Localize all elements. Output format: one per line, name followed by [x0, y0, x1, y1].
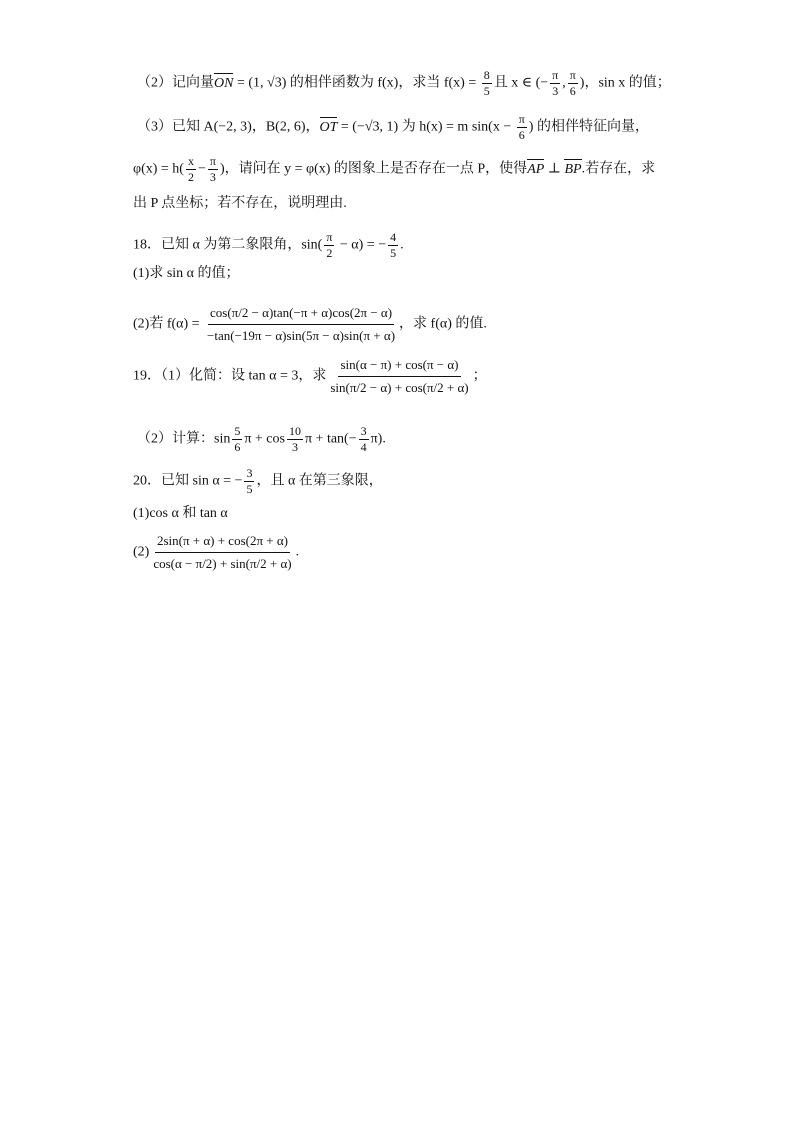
fraction: $\frac{4}{5}$ — [390, 230, 397, 260]
text: = (1, √3) 的相伴函数为 f(x)，求当 f(x) = — [233, 75, 480, 91]
text: (2)若 f(α) = — [133, 316, 204, 332]
fraction: $\frac{5}{6}$ — [234, 424, 241, 454]
text: = (−√3, 1) 为 h(x) = m sin(x − — [337, 119, 515, 135]
text: （2）记向量 — [137, 75, 214, 91]
problem-17-part-3-line-3: 出 P 点坐标；若不存在，说明理由. — [133, 196, 347, 211]
text: ； — [472, 368, 487, 384]
text: π). — [370, 431, 386, 447]
text: . — [400, 237, 404, 253]
fraction: $\frac{\pi}{6}$ — [569, 68, 576, 98]
text: )，请问在 y = φ(x) 的图象上是否存在一点 P，使得 — [219, 161, 528, 177]
fraction: $\frac{\pi}{3}$ — [552, 68, 559, 98]
vector-ap: AP — [527, 161, 545, 177]
problem-20-part-1: (1)cos α 和 tan α — [133, 506, 228, 521]
text: π + cos — [244, 431, 285, 447]
problem-19-part-1 — [133, 354, 674, 399]
text: (2) — [133, 544, 150, 560]
text: （3）已知 A(−2, 3)，B(2, 6)， — [137, 119, 320, 135]
text: φ(x) = h( — [133, 161, 184, 177]
problem-18-part-1: (1)求 sin α 的值； — [133, 266, 240, 281]
text: .若存在，求 — [581, 161, 656, 177]
problem-17-part-3 — [137, 112, 674, 143]
text: 且 x ∈ (− — [493, 75, 549, 91]
fraction: $\frac{\pi}{3}$ — [209, 154, 216, 184]
vector-ot: OT — [319, 119, 338, 135]
text: ，求 f(α) 的值. — [399, 316, 487, 332]
problem-18-part-2 — [133, 302, 674, 347]
fraction: $\frac{\pi}{6}$ — [518, 112, 525, 142]
fraction: $\frac{\pi}{2}$ — [326, 230, 333, 260]
text: （2）计算：sin — [137, 431, 231, 447]
text: − α) = − — [336, 237, 387, 253]
text: ，且 α 在第三象限， — [256, 473, 383, 489]
problem-18 — [133, 230, 674, 261]
fraction: $\frac{x}{2}$ — [187, 154, 194, 184]
problem-20-part-2 — [133, 530, 674, 575]
text: ) 的相伴特征向量， — [528, 119, 649, 135]
text: 19．（1）化简：设 tan α = 3，求 — [133, 368, 327, 384]
problem-20 — [133, 466, 674, 497]
problem-17-part-2: （2）记向量ON = (1, √3) 的相伴函数为 f(x)，求当 f(x) = $\frac{8}{5}$ 且 x ∈ (− $\frac{\pi}{3}$ , $\frac{\pi}{6}$ )，sin x 的值； — [137, 68, 671, 98]
vector-on: ON — [214, 75, 234, 91]
fraction: $\frac{3}{4}$ — [360, 424, 367, 454]
fraction-simplify: $\frac{\sin(\alpha - \pi) + \cos(\pi - \alpha)}{\sin(\pi/2 - \alpha) + \cos(\pi/2 + \alpha)}$ — [328, 354, 470, 399]
fraction-expression: $\frac{2\sin(\pi + \alpha) + \cos(2\pi + \alpha)}{\cos(\alpha - \pi/2) + \sin(\pi/2 + \alpha)}$ — [151, 530, 293, 575]
text: 20．已知 sin α = − — [133, 473, 243, 489]
fraction: $\frac{8}{5}$ — [483, 68, 490, 98]
fraction: $\frac{3}{5}$ — [246, 466, 253, 496]
text: π + tan(− — [304, 431, 357, 447]
text: . — [295, 544, 300, 560]
text: )，sin x 的值； — [579, 75, 671, 91]
problem-19-part-2 — [137, 424, 674, 455]
text: ⊥ — [544, 161, 565, 177]
vector-bp: BP — [564, 161, 582, 177]
problem-17-part-3-line-2: φ(x) = h( $\frac{x}{2}$ − $\frac{\pi}{3}$ )，请问在 y = φ(x) 的图象上是否存在一点 P，使得AP ⊥ BP.若存在，求 — [133, 154, 656, 184]
fraction: $\frac{10}{3}$ — [288, 424, 301, 454]
text: 18．已知 α 为第二象限角，sin( — [133, 237, 323, 253]
fraction-f-alpha: $\frac{\cos(\pi/2 - \alpha)\tan(-\pi + \alpha)\cos(2\pi - \alpha)}{-\tan(-19\pi - \alpha)\sin(5\pi - \alpha)\sin(\pi + \alpha)}$ — [205, 302, 397, 347]
